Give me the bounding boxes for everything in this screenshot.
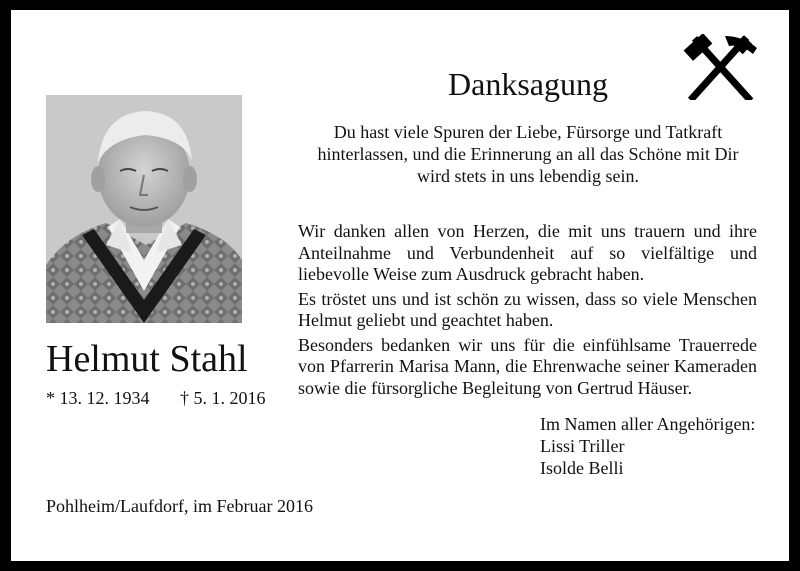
signature-name: Lissi Triller: [540, 436, 625, 456]
signature-intro: Im Namen aller Angehörigen:: [540, 414, 756, 434]
birth-date: * 13. 12. 1934: [46, 388, 150, 408]
signature-name: Isolde Belli: [540, 458, 624, 478]
portrait-photo: [46, 95, 242, 323]
heading: Danksagung: [448, 66, 608, 102]
thanks-text: [298, 221, 757, 402]
paragraph: Es tröstet uns und ist schön zu wissen, dass so viele Menschen Helmut geliebt und geachtet haben.: [298, 288, 757, 330]
paragraph: Wir danken allen von Herzen, die mit uns trauern und ihre Anteilnahme und Verbundenheit auf so vielfältige und liebevolle Weise zum Ausdruck gebracht haben.: [298, 221, 757, 284]
poem-line: Du hast viele Spuren der Liebe, Fürsorge und Tatkraft: [333, 122, 723, 142]
place-date: Pohlheim/Laufdorf, im Februar 2016: [46, 496, 313, 516]
poem-line: hinterlassen, und die Erinnerung an all das Schöne mit Dir: [317, 144, 739, 164]
signature: [540, 413, 755, 479]
poem-line: wird stets in uns lebendig sein.: [417, 166, 639, 186]
death-date: † 5. 1. 2016: [180, 388, 266, 408]
poem: [298, 121, 758, 187]
paragraph: Besonders bedanken wir uns für die einfühlsame Trauerrede von Pfarrerin Marisa Mann, die Ehrenwache seiner Kameraden sowie die fürsorgliche Begleitung von Gertrud Häuser.: [298, 334, 757, 398]
deceased-name: Helmut Stahl: [46, 338, 248, 380]
